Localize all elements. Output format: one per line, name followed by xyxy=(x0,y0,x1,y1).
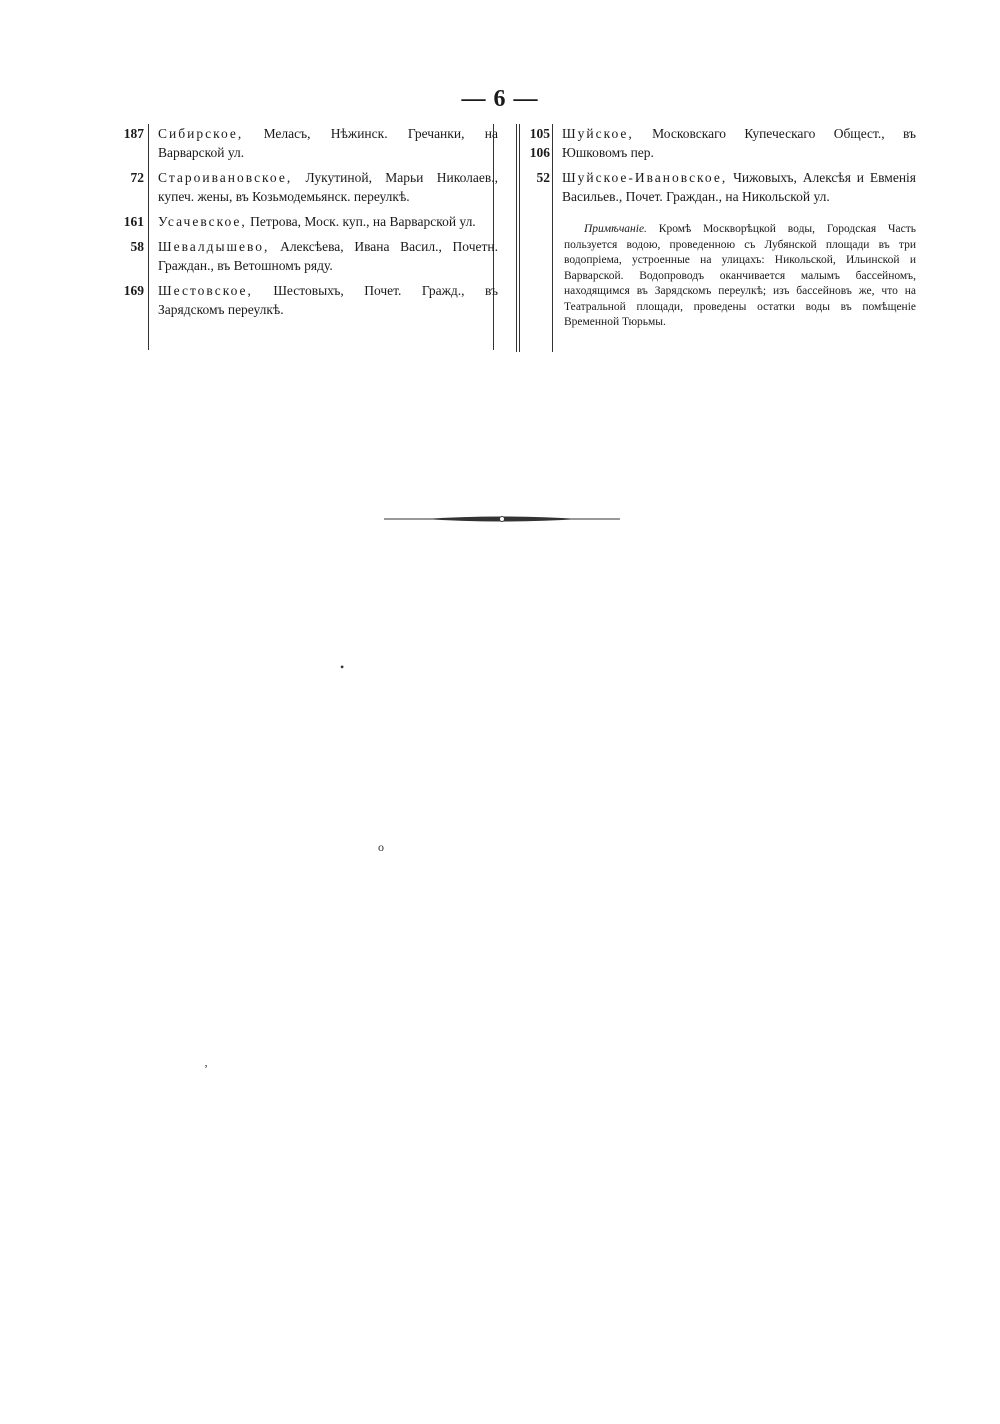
entry-number xyxy=(516,124,562,162)
entry-details: Шестовыхъ, Почет. Гражд., въ Зарядскомъ переулкѣ. xyxy=(158,283,498,317)
scan-speck: • xyxy=(340,660,345,674)
entry-number: 161 xyxy=(123,214,144,229)
entry-text xyxy=(158,281,498,319)
list-item xyxy=(108,124,498,162)
list-item xyxy=(516,168,916,206)
ornament-divider xyxy=(384,515,620,523)
page-number: — 6 — xyxy=(461,86,539,112)
entry-name: Шуйское-Ивановское, xyxy=(562,170,728,185)
entry-details: Московскаго Купеческаго Общест., въ Юшковомъ пер. xyxy=(562,126,916,160)
right-column xyxy=(516,124,916,352)
entry-details: Лукутиной, Марьи Николаев., купеч. жены, въ Козьмодемьянск. переулкѣ. xyxy=(158,170,498,204)
entry-number: 58 xyxy=(130,239,144,254)
scan-speck: ʼ xyxy=(204,1062,208,1076)
entry-text xyxy=(158,237,498,275)
entry-name: Староивановское, xyxy=(158,170,293,185)
left-column xyxy=(108,124,498,350)
entry-name: Шуйское, xyxy=(562,126,634,141)
footnote-text: Кромѣ Москворѣцкой воды, Городская Часть пользуется водою, проведенною съ Лубянской площади въ три водопріема, устроенные на улицахъ: Никольской, Ильинской и Варварской. Водопроводъ оканчивается малымъ бассейномъ, находящимся въ Зарядскомъ переулкѣ; изъ бассейновъ же, что на Театральной площади, проведены остатки воды въ помѣщеніе Временной Тюрьмы. xyxy=(564,223,916,328)
footnote xyxy=(564,222,916,331)
entry-name: Шестовское, xyxy=(158,283,253,298)
list-item xyxy=(108,168,498,206)
footnote-label: Примѣчаніе. xyxy=(584,223,647,235)
entry-details: Меласъ, Нѣжинск. Гречанки, на Варварской ул. xyxy=(158,126,498,160)
entry-number: 72 xyxy=(130,170,144,185)
list-item xyxy=(108,212,498,231)
entry-number-a: 105 xyxy=(529,126,550,141)
entry-name: Усачевское, xyxy=(158,214,247,229)
entry-number: 169 xyxy=(123,283,144,298)
entry-text xyxy=(562,124,916,162)
entry-text xyxy=(158,124,498,162)
entry-details: Чижовыхъ, Алексѣя и Евменія Васильев., Почет. Граждан., на Никольской ул. xyxy=(562,170,916,204)
entry-name: Шевалдышево, xyxy=(158,239,270,254)
entry-details: Петрова, Моск. куп., на Варварской ул. xyxy=(246,214,476,229)
entry-name: Сибирское, xyxy=(158,126,244,141)
scan-speck: o xyxy=(378,840,384,854)
entry-text xyxy=(158,212,498,231)
entry-number: 187 xyxy=(123,126,144,141)
list-item xyxy=(108,237,498,275)
entry-details: Алексѣева, Ивана Васил., Почетн. Граждан., въ Ветошномъ ряду. xyxy=(158,239,498,273)
entry-number-b: 106 xyxy=(529,145,550,160)
entry-text xyxy=(562,168,916,206)
entry-text xyxy=(158,168,498,206)
list-item xyxy=(516,124,916,162)
list-item xyxy=(108,281,498,319)
entry-number: 52 xyxy=(536,170,550,185)
